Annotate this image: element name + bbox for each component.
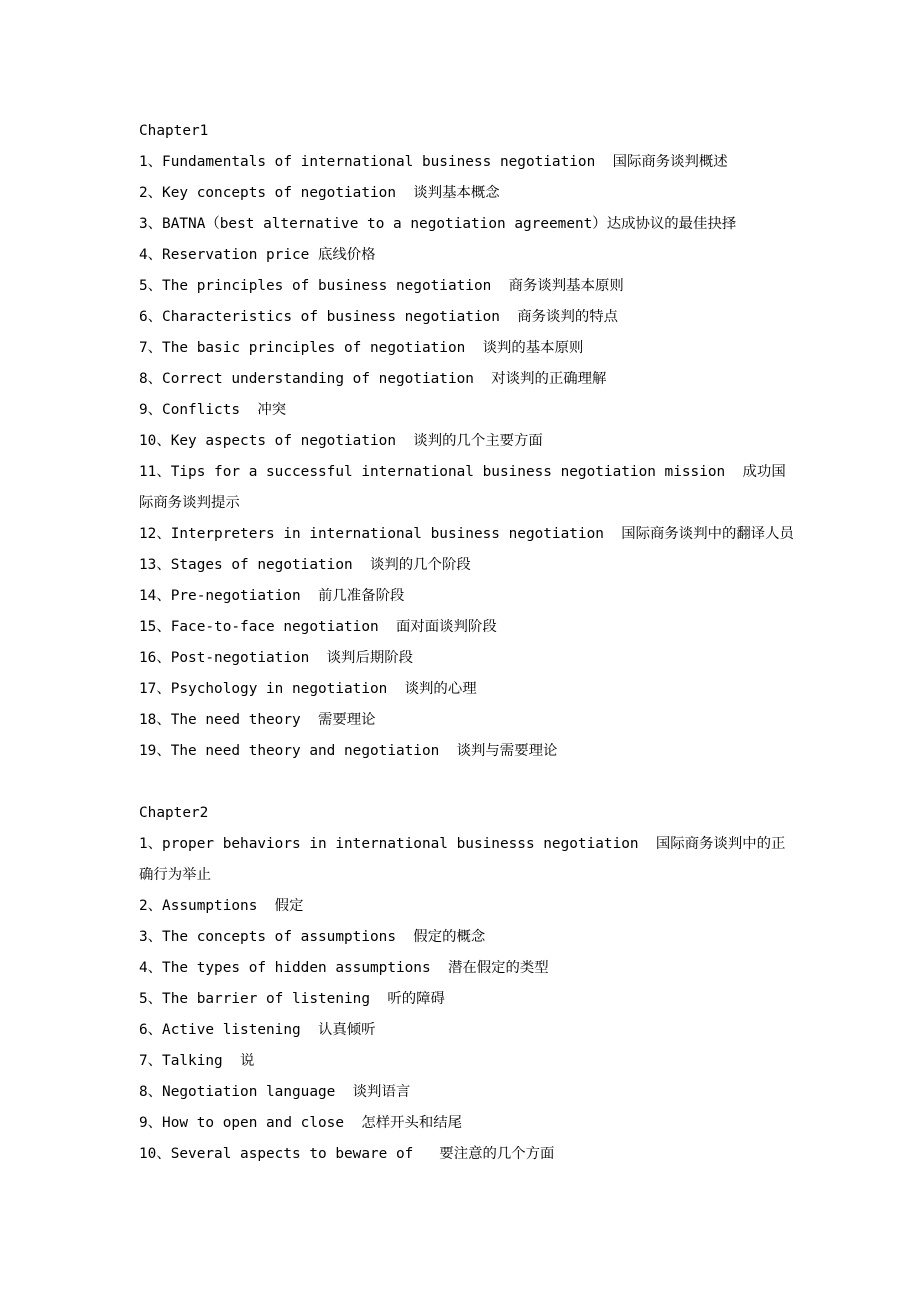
chapter-2 xyxy=(139,798,799,1170)
list-item: 6、Characteristics of business negotiation 商务谈判的特点 xyxy=(139,309,619,325)
chapter-1 xyxy=(139,116,799,767)
list-item: 13、Stages of negotiation 谈判的几个阶段 xyxy=(139,557,471,573)
list-item: 7、The basic principles of negotiation 谈判的基本原则 xyxy=(139,340,584,356)
chapter-title: Chapter1 xyxy=(139,123,209,139)
list-item: 10、Key aspects of negotiation 谈判的几个主要方面 xyxy=(139,433,543,449)
list-item: 5、The barrier of listening 听的障碍 xyxy=(139,991,445,1007)
list-item: 5、The principles of business negotiation 商务谈判基本原则 xyxy=(139,278,624,294)
list-item: 2、Assumptions 假定 xyxy=(139,898,304,914)
list-item: 1、proper behaviors in international businesss negotiation 国际商务谈判中的正确行为举止 xyxy=(139,836,786,883)
list-item: 8、Correct understanding of negotiation 对谈判的正确理解 xyxy=(139,371,607,387)
list-item: 4、The types of hidden assumptions 潜在假定的类型 xyxy=(139,960,549,976)
list-item: 10、Several aspects to beware of 要注意的几个方面 xyxy=(139,1146,555,1162)
list-item: 17、Psychology in negotiation 谈判的心理 xyxy=(139,681,477,697)
list-item: 16、Post-negotiation 谈判后期阶段 xyxy=(139,650,414,666)
list-item: 1、Fundamentals of international business negotiation 国际商务谈判概述 xyxy=(139,154,728,170)
list-item: 9、How to open and close 怎样开头和结尾 xyxy=(139,1115,463,1131)
list-item: 18、The need theory 需要理论 xyxy=(139,712,376,728)
list-item: 19、The need theory and negotiation 谈判与需要理论 xyxy=(139,743,558,759)
list-item: 3、The concepts of assumptions 假定的概念 xyxy=(139,929,486,945)
list-item: 3、BATNA（best alternative to a negotiation agreement）达成协议的最佳抉择 xyxy=(139,216,737,232)
list-item: 4、Reservation price 底线价格 xyxy=(139,247,376,263)
list-item: 15、Face-to-face negotiation 面对面谈判阶段 xyxy=(139,619,497,635)
list-item: 14、Pre-negotiation 前几准备阶段 xyxy=(139,588,405,604)
list-item: 9、Conflicts 冲突 xyxy=(139,402,287,418)
list-item: 11、Tips for a successful international business negotiation mission 成功国际商务谈判提示 xyxy=(139,464,786,511)
list-item: 12、Interpreters in international business negotiation 国际商务谈判中的翻译人员 xyxy=(139,526,794,542)
list-item: 6、Active listening 认真倾听 xyxy=(139,1022,376,1038)
list-item: 8、Negotiation language 谈判语言 xyxy=(139,1084,411,1100)
chapter-title: Chapter2 xyxy=(139,805,209,821)
document-page xyxy=(139,116,799,1170)
list-item: 7、Talking 说 xyxy=(139,1053,255,1069)
list-item: 2、Key concepts of negotiation 谈判基本概念 xyxy=(139,185,500,201)
